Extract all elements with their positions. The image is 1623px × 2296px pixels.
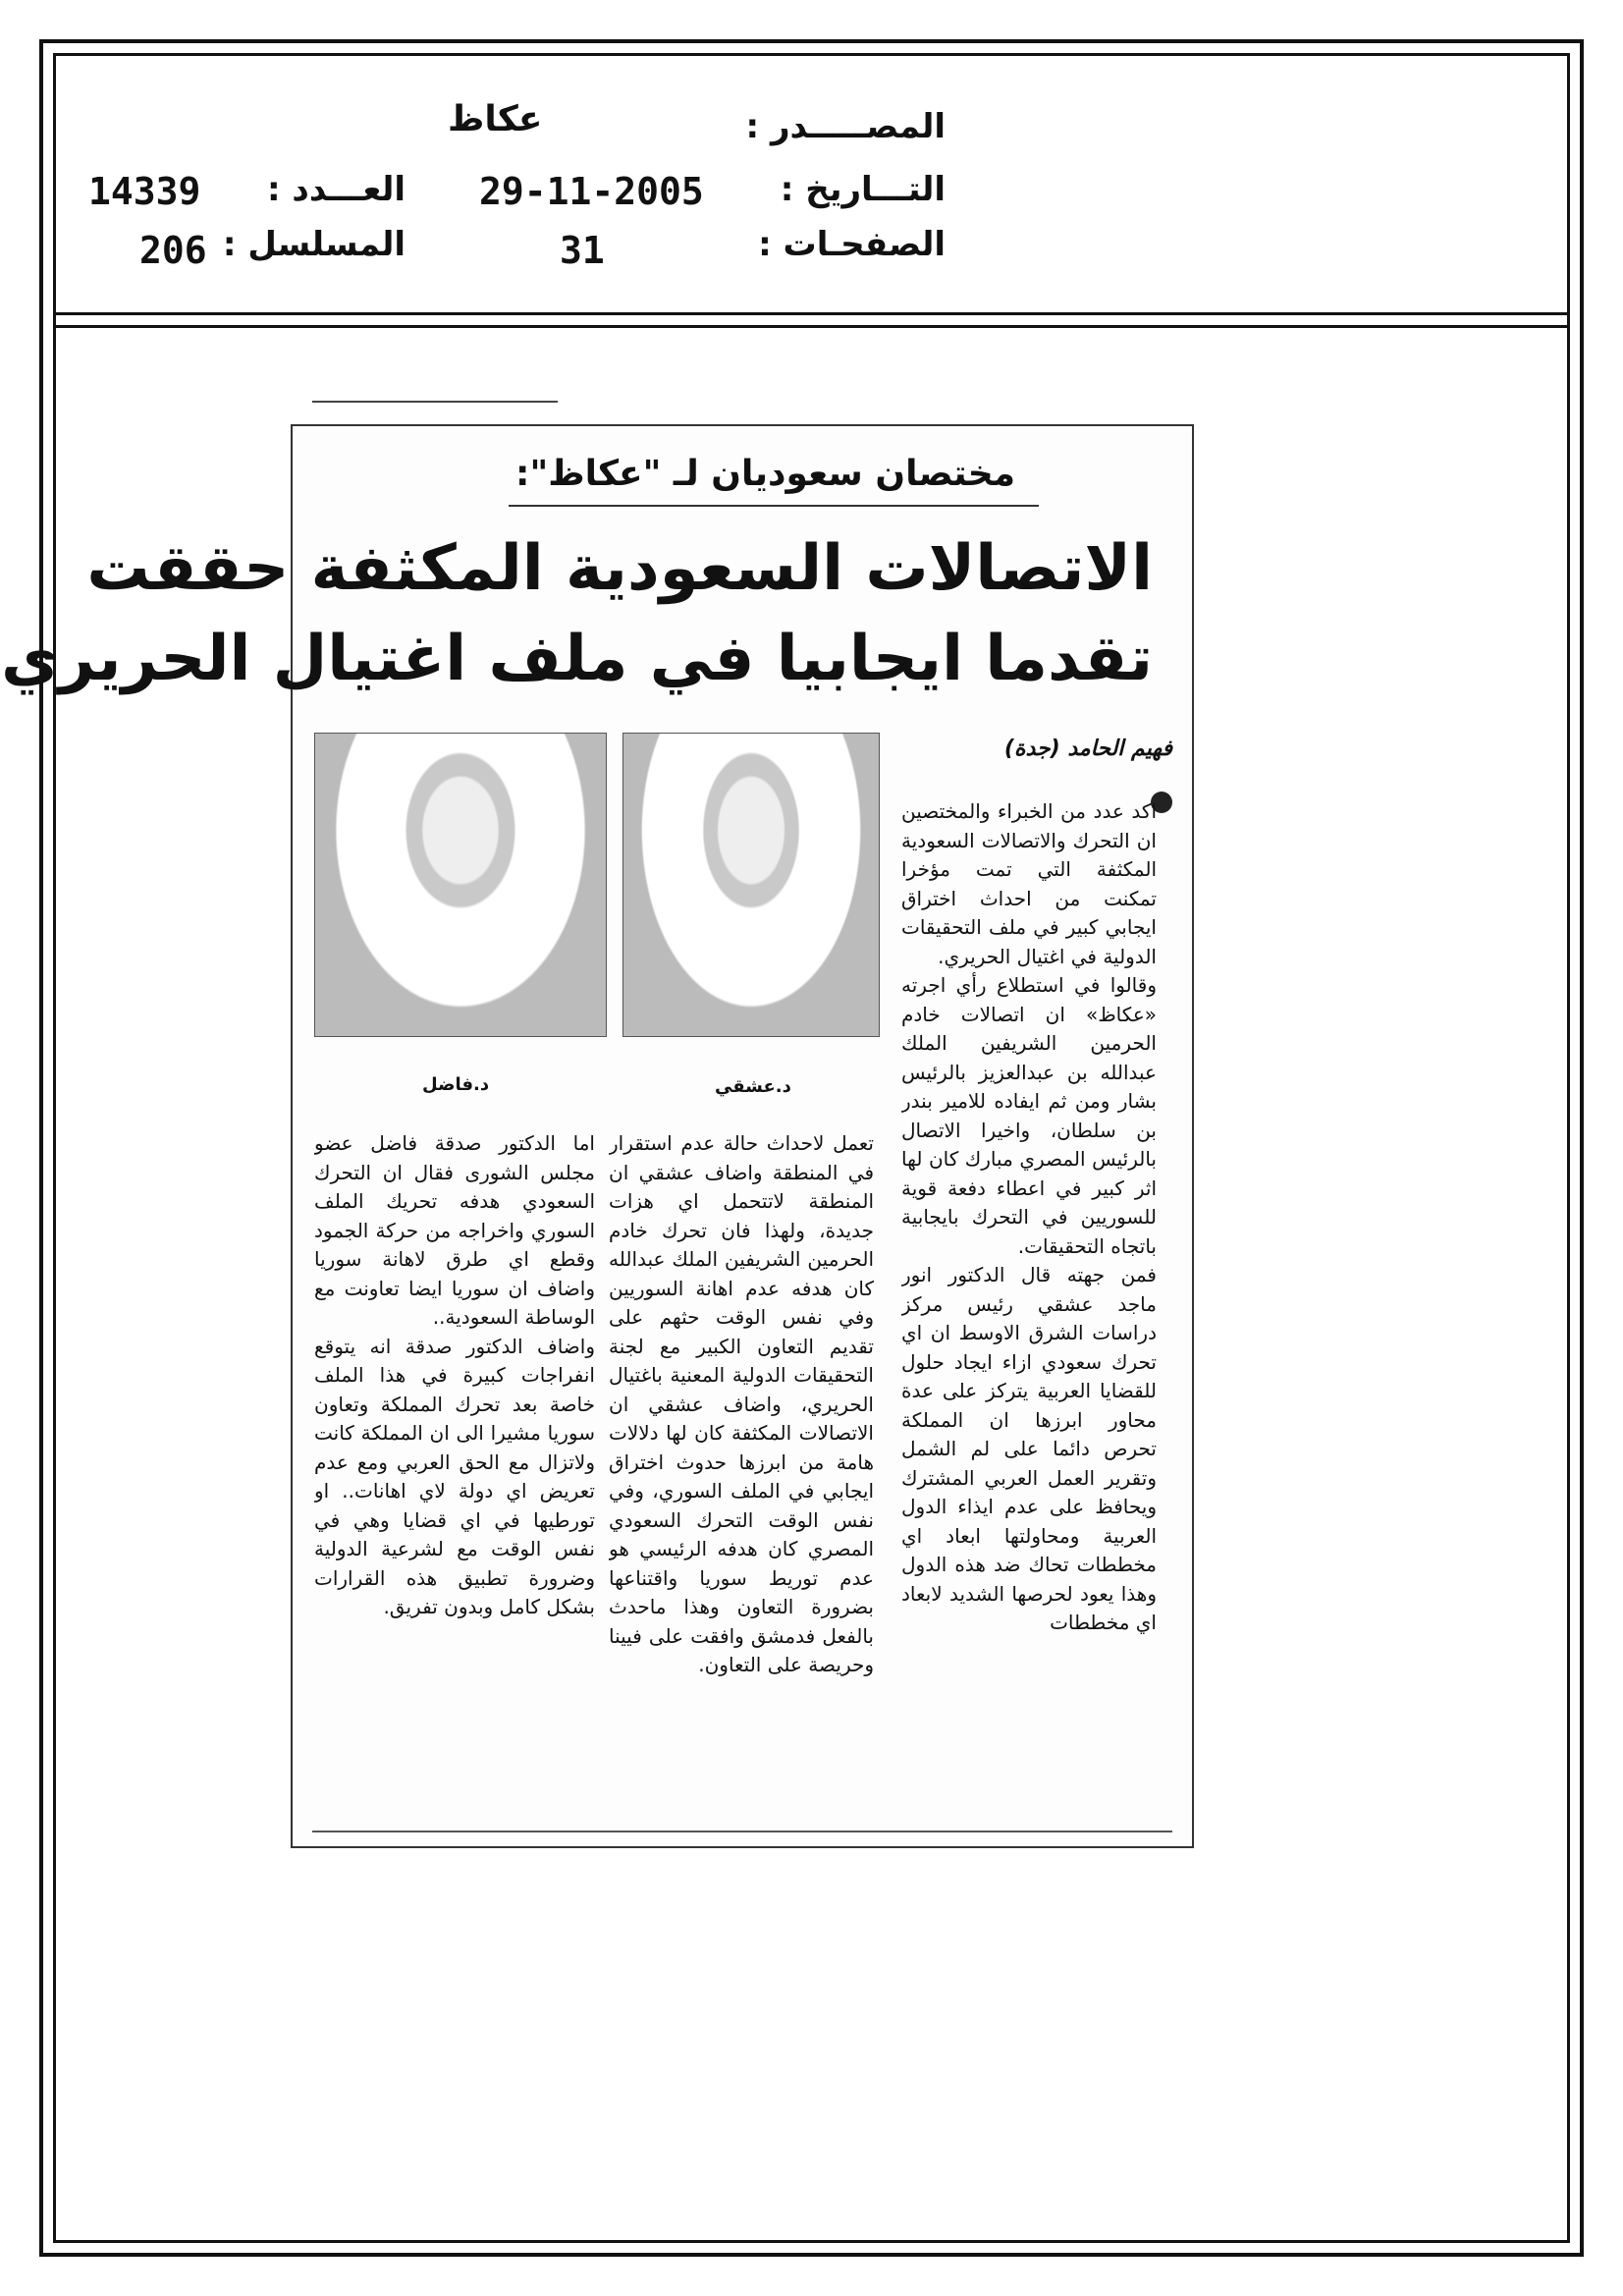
article-kicker: مختصان سعوديان لـ "عكاظ": xyxy=(515,454,1015,494)
serial-label: المسلسل : xyxy=(222,225,406,264)
date-label: التـــاريخ : xyxy=(780,170,946,209)
article-column-left: اما الدكتور صدقة فاضل عضو مجلس الشورى فقال ان التحرك السعودي هدفه تحريك الملف السوري واخراجه من حركة الجمود وقطع اي طرق لاهانة سوريا واضاف ان سوريا ايضا تعاونت مع الوساطة السعودية.. واضاف الدكتور صدقة انه يتوقع انفراجات كبيرة في هذا الملف خاصة بعد تحرك المملكة وتعاون سوريا مشيرا الى ان المملكة كانت ولاتزال مع الحق العربي ومع عدم تعريض اي دولة لاي اهانات.. او تورطيها في اي قضايا وهي في نفس الوقت مع لشرعية الدولية وضرورة تطبيق هذه القرارات بشكل كامل وبدون تفريق. xyxy=(314,1131,595,1618)
article-column-middle: تعمل لاحداث حالة عدم استقرار في المنطقة واضاف عشقي ان المنطقة لاتتحمل اي هزات جديدة، ولهذا فان تحرك خادم الحرمين الشريفين الملك عبدالله كان هدفه عدم اهانة السوريين وفي نفس الوقت حثهم على تقديم التعاون الكبير مع لجنة التحقيقات الدولية المعنية باغتيال الحريري، واضاف عشقي ان الاتصالات المكثفة كان لها دلالات هامة من ابرزها حدوث اختراق ايجابي في الملف السوري، وفي نفس الوقت التحرك السعودي المصري كان هدفه الرئيسي هو عدم توريط سوريا واقتناعها بضرورة التعاون وهذا ماحدث بالفعل فدمشق وافقت على فيينا وحريصة على التعاون. xyxy=(609,1131,874,1676)
byline: فهيم الحامد (جدة) xyxy=(1003,737,1172,761)
serial-value: 206 xyxy=(139,229,207,272)
caption-ashqi: د.عشقي xyxy=(715,1076,791,1097)
pages-value: 31 xyxy=(560,229,605,272)
caption-fadel: د.فاضل xyxy=(422,1074,490,1095)
date-value: 29-11-2005 xyxy=(479,170,704,213)
kicker-underline xyxy=(509,505,1039,507)
headline-line-2: تقدما ايجابيا في ملف اغتيال الحريري xyxy=(1,623,1153,695)
issue-value: 14339 xyxy=(88,170,201,213)
pages-label: الصفحـات : xyxy=(758,225,946,264)
header-divider xyxy=(53,312,1570,328)
headline-line-1: الاتصالات السعودية المكثفة حققت xyxy=(86,532,1153,605)
clip-top-rule xyxy=(312,401,558,403)
photo-ashqi xyxy=(622,733,880,1037)
article-column-right: اكد عدد من الخبراء والمختصين ان التحرك والاتصالات السعودية المكثفة التي تمت مؤخرا تمكنت من احداث اختراق ايجابي كبير في ملف التحقيقات الدولية في اغتيال الحريري. وقالوا في استطلاع رأي اجرته «عكاظ» ان اتصالات خادم الحرمين الشريفين الملك عبدالله بن عبدالعزيز بالرئيس بشار ومن ثم ايفاده للامير بندر بن سلطان، واخيرا الاتصال بالرئيس المصري مبارك كان لها اثر كبير في اعطاء دفعة قوية للسوريين في التحرك بايجابية باتجاه التحقيقات. فمن جهته قال الدكتور انور ماجد عشقي رئيس مركز دراسات الشرق الاوسط ان اي تحرك سعودي ازاء ايجاد حلول للقضايا العربية يتركز على عدة محاور ابرزها ان المملكة تحرص دائما على لم الشمل وتقرير العمل العربي المشترك ويحافظ على عدم ايذاء الدول العربية ومحاولتها ابعاد اي مخططات تحاك ضد هذه الدول وهذا يعود لحرصها الشديد لابعاد اي مخططات xyxy=(901,799,1157,1634)
issue-label: العـــدد : xyxy=(267,170,406,209)
clip-bottom-rule xyxy=(312,1831,1172,1832)
source-value: عكاظ xyxy=(448,99,543,139)
source-label: المصـــــدر : xyxy=(745,107,946,146)
photo-fadel xyxy=(314,733,607,1037)
news-clipping xyxy=(1,424,1194,1848)
